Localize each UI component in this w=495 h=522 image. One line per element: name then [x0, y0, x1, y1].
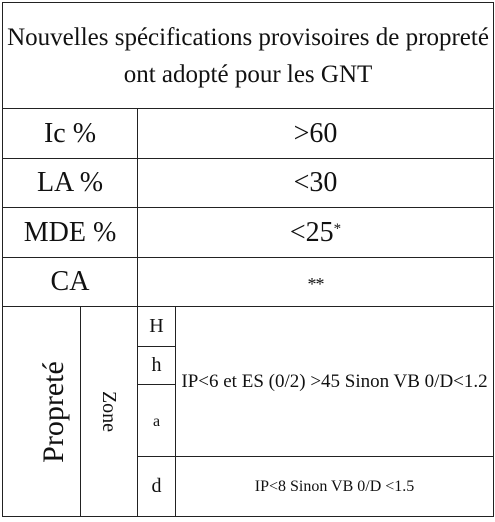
proprete-label: Propreté [36, 360, 70, 463]
mde-value: <25 [289, 216, 334, 248]
specifications-table [2, 2, 494, 517]
table-row-mde [3, 208, 494, 258]
row-value-ca [138, 257, 494, 307]
table-row-ca [3, 257, 494, 307]
ic-value: >60 [293, 117, 338, 149]
table-title: Nouvelles spécifications provisoires de propreté ont adopté pour les GNT [3, 3, 494, 109]
row-label-mde: MDE % [3, 208, 138, 258]
row-label-la: LA % [3, 158, 138, 208]
proprete-cell [3, 307, 81, 517]
table-row-ic [3, 109, 494, 159]
criteria-d: IP<8 Sinon VB 0/D <1.5 [176, 457, 494, 517]
ca-note-asterisks: ** [307, 274, 324, 295]
zone-row-h-upper [3, 307, 494, 346]
row-value-la [138, 158, 494, 208]
title-row [3, 3, 494, 109]
zone-label: Zone [98, 391, 121, 433]
table-row-la [3, 158, 494, 208]
zone-letter-h: h [138, 346, 176, 384]
row-label-ca: CA [3, 257, 138, 307]
row-label-ic: Ic % [3, 109, 138, 159]
row-value-mde [138, 208, 494, 258]
zone-letter-d: d [138, 457, 176, 517]
mde-note-asterisk: * [333, 220, 342, 237]
criteria-main: IP<6 et ES (0/2) >45 Sinon VB 0/D<1.2 [176, 307, 494, 457]
zone-letter-H: H [138, 307, 176, 346]
la-value: <30 [293, 167, 338, 199]
zone-cell [81, 307, 138, 517]
row-value-ic [138, 109, 494, 159]
zone-letter-a: a [138, 384, 176, 456]
